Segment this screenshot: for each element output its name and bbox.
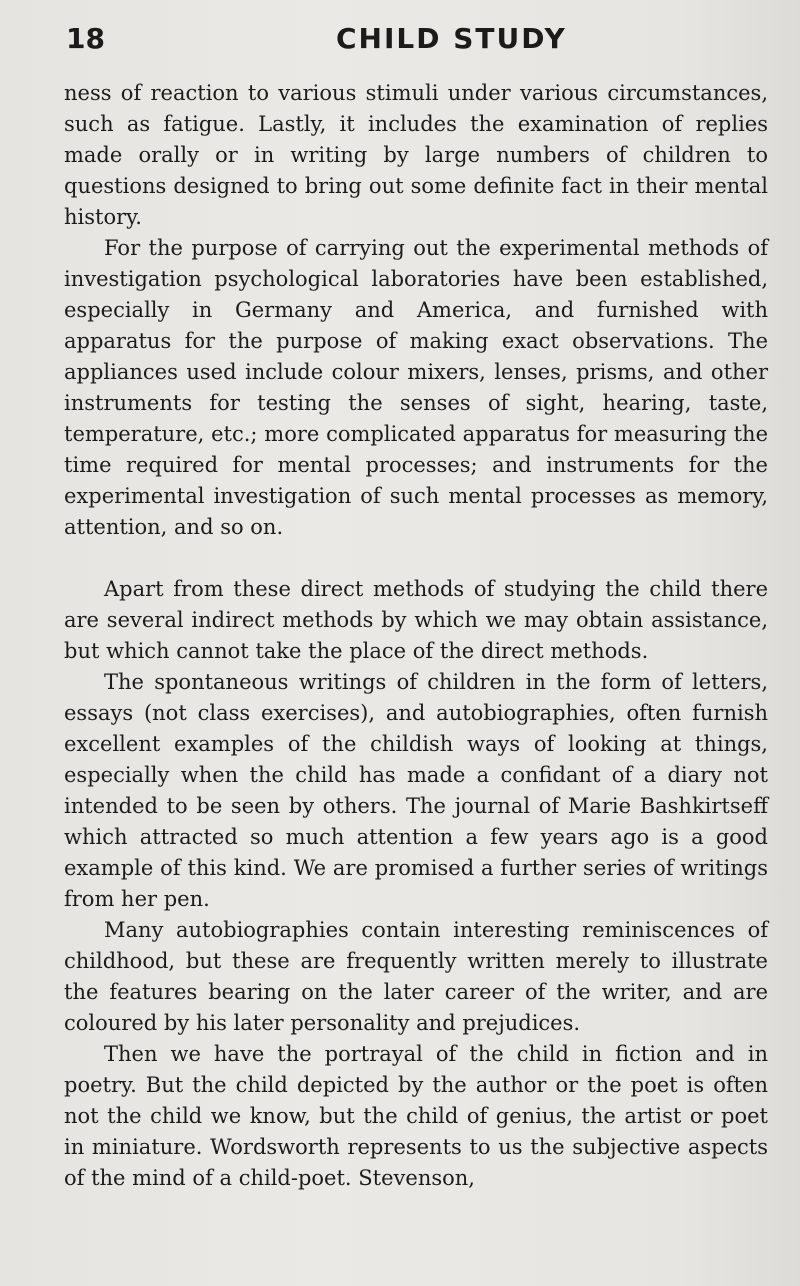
running-head: CHILD STUDY	[336, 22, 567, 55]
paragraph-spontaneous-writings: The spontaneous writings of children in the form of letters, essays (not class exercises), and autobiographies, often furnish excellent examples of the childish ways of looking at things, especially when the child has made a confidant of a diary not intended to be seen by others. The journal of Marie Bashkirtseff which attracted so much attention a few years ago is a good example of this kind. We are promised a further series of writings from her pen.	[64, 670, 768, 911]
paragraph-fiction-poetry: Then we have the portrayal of the child in fiction and in poetry. But the child depicted by the author or the poet is often not the child we know, but the child of genius, the artist or poet in miniature. Wordsworth represents to us the subjective aspects of the mind of a child-poet. Stevenson,	[64, 1042, 768, 1190]
paragraph-indirect-methods: Apart from these direct methods of studying the child there are several indirect methods by which we may obtain assistance, but which cannot take the place of the direct methods.	[64, 577, 768, 663]
paragraph-experimental-methods: For the purpose of carrying out the experimental methods of investigation psychological laboratories have been established, especially in Germany and America, and furnished with apparatus for the purpose of making exact observations. The appliances used include colour mixers, lenses, prisms, and other instruments for testing the senses of sight, hearing, taste, temperature, etc.; more complicated apparatus for measuring the time required for mental processes; and instruments for the experimental investigation of such mental processes as memory, attention, and so on.	[64, 236, 768, 539]
paragraph-continuation: ness of reaction to various stimuli under various circumstances, such as fatigue. Lastly, it includes the examination of replies made orally or in writing by large numbers of children to questions designed to bring out some definite fact in their mental history.	[64, 81, 768, 229]
page-header	[66, 22, 766, 62]
body-text	[64, 78, 768, 1194]
paragraph-autobiographies: Many autobiographies contain interesting reminiscences of childhood, but these are frequently written merely to illustrate the features bearing on the later career of the writer, and are coloured by his later personality and prejudices.	[64, 918, 768, 1035]
page-number: 18	[66, 22, 105, 55]
